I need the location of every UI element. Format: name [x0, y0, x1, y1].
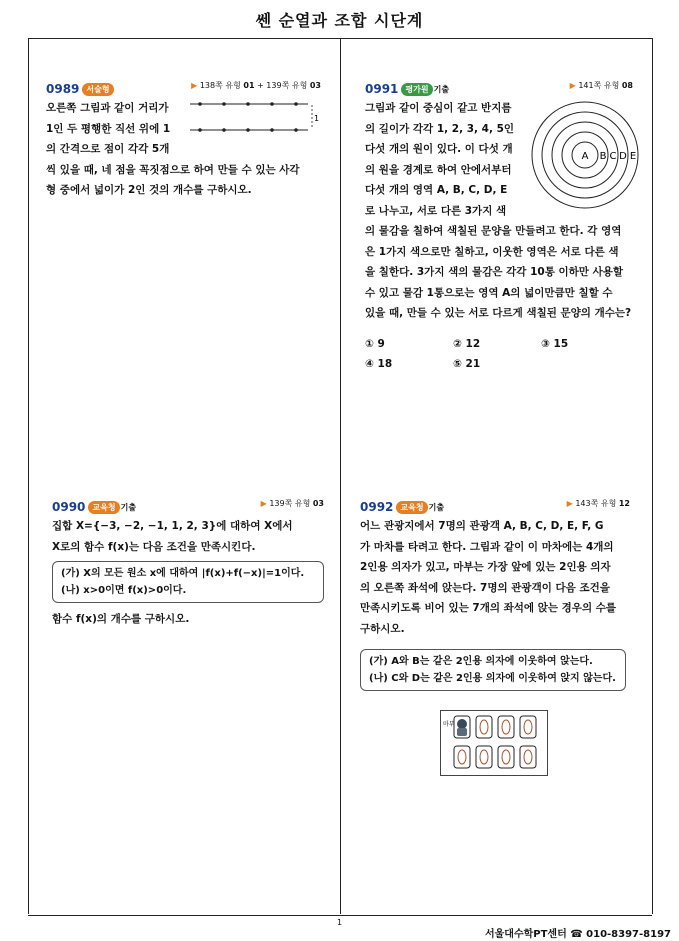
problem-number: 0990	[52, 500, 86, 514]
problem-0992	[360, 496, 630, 691]
problem-reference: ▶ 139쪽 유형 03	[260, 499, 324, 508]
svg-text:E: E	[629, 151, 637, 162]
problem-badge: 교육청	[396, 501, 427, 514]
concentric-circles-figure	[530, 100, 640, 210]
condition-box: (가) X의 모든 원소 x에 대하여 |f(x)+f(−x)|=1이다. (나) x>0이면 f(x)>0이다.	[52, 561, 324, 603]
problem-reference: ▶ 141쪽 유형 08	[569, 81, 633, 90]
problem-0989	[46, 78, 321, 201]
problem-text: 오른쪽 그림과 같이 거리가 1인 두 평행한 직선 위에 1 의 간격으로 점이 각각 5개 씩 있을 때, 네 점을 꼭짓점으로 하여 만들 수 있는 사각 형 중에서 넓이가 2인 것의 개수를 구하시오.	[46, 102, 300, 196]
parallel-lines-figure	[190, 100, 325, 136]
page-title: 쎈 순열과 조합 시단계	[255, 11, 424, 30]
right-border	[652, 38, 653, 914]
svg-text:C: C	[609, 151, 617, 162]
problem-reference: ▶ 143쪽 유형 12	[566, 499, 630, 508]
problem-question: 함수 f(x)의 개수를 구하시오.	[52, 613, 190, 625]
problem-text: 집합 X={−3, −2, −1, 1, 2, 3}에 대하여 X에서 X로의 함수 f(x)는 다음 조건을 만족시킨다.	[52, 520, 293, 553]
choice-4[interactable]: ④ 18	[365, 358, 393, 370]
svg-text:D: D	[619, 151, 627, 162]
arrow-icon: ▶	[260, 499, 267, 508]
page-number: 1	[337, 918, 343, 927]
choice-1[interactable]: ① 9	[365, 338, 385, 350]
svg-text:B: B	[599, 151, 607, 162]
choice-2[interactable]: ② 12	[453, 338, 481, 350]
column-divider	[340, 38, 341, 914]
condition-box: (가) A와 B는 같은 2인용 의자에 이웃하여 앉는다. (나) C와 D는 같은 2인용 의자에 이웃하여 앉지 않는다.	[360, 649, 626, 691]
svg-text:1: 1	[314, 114, 320, 123]
problem-header: 0990 교육청 기출 ▶ 139쪽 유형 03	[52, 499, 324, 514]
problem-badge: 교육청	[88, 501, 119, 514]
choice-3[interactable]: ③ 15	[541, 338, 569, 350]
problem-reference: ▶ 138쪽 유형 01 + 139쪽 유형 03	[191, 81, 321, 90]
arrow-icon: ▶	[566, 499, 573, 508]
arrow-icon: ▶	[191, 81, 198, 90]
arrow-icon: ▶	[569, 81, 576, 90]
problem-number: 0991	[365, 82, 399, 96]
svg-text:마부: 마부	[443, 721, 455, 728]
choice-5[interactable]: ⑤ 21	[453, 358, 481, 370]
left-border	[28, 38, 29, 914]
problem-number: 0989	[46, 82, 80, 96]
problem-badge: 평가원	[401, 83, 432, 96]
svg-text:A: A	[581, 151, 589, 162]
problem-badge: 서술형	[82, 83, 113, 96]
problem-number: 0992	[360, 500, 394, 514]
problem-header	[46, 78, 321, 94]
problem-header: 0992 교육청 기출 ▶ 143쪽 유형 12	[360, 499, 630, 514]
problem-header: 0991 평가원 기출 ▶ 141쪽 유형 08	[365, 81, 633, 96]
carriage-seats-figure	[440, 710, 548, 776]
problem-0990	[52, 496, 324, 630]
problem-text: 그림과 같이 중심이 같고 반지름 의 길이가 각각 1, 2, 3, 4, 5인 다섯 개의 원이 있다. 이 다섯 개 의 원을 경계로 하여 안에서부터 다섯 개의 영역 A, B, C, D, E 로 나누고, 서로 다른 3가지 색 의 물감을 칠하여 색칠된 문양을 만들려고 한다. 각 영역 은 1가지 색으로만 칠하고, 이웃한 영역은 서로 다른 색 을 칠한다. 3가지 색의 물감은 각각 10통 이하만 사용할 수 있고 물감 1통으로는 영역 A의 넓이만큼만 칠할 수 있을 때, 만들 수 있는 서로 다르게 색칠된 문양의 개수는?	[365, 102, 632, 319]
driver-icon	[457, 719, 467, 736]
footer-brand: 서울대수학PT센터 ☎ 010-8397-8197	[484, 929, 671, 940]
problem-text: 어느 관광지에서 7명의 관광객 A, B, C, D, E, F, G 가 마차를 타려고 한다. 그림과 같이 이 마차에는 4개의 2인용 의자가 있고, 마부는 가장 앞에 있는 2인용 의자 의 오른쪽 좌석에 앉는다. 7명의 관광객이 다음 조건을 만족시키도록 비어 있는 7개의 좌석에 앉는 경우의 수를 구하시오.	[360, 520, 617, 635]
